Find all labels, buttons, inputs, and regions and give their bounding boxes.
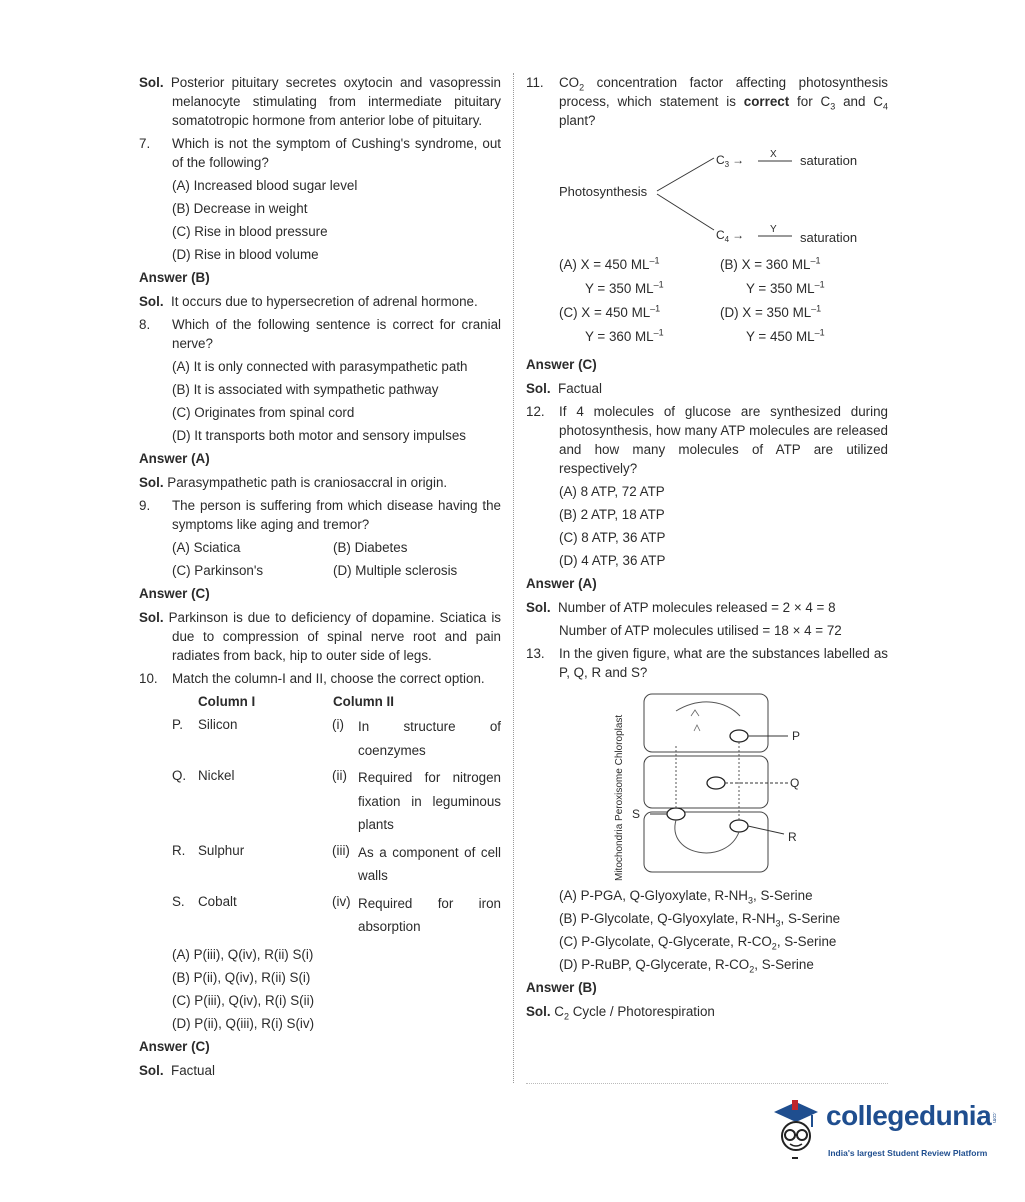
label-q: Q — [790, 776, 800, 790]
q12-solution: Sol. Number of ATP molecules released = 2 × 4 = 8 — [526, 600, 836, 615]
match-row-s: S. Cobalt (iv) Required for iron absorption — [172, 893, 501, 934]
q9-option-d: (D) Multiple sclerosis — [333, 563, 458, 578]
q8-option-b: (B) It is associated with sympathetic pathway — [172, 382, 439, 397]
q11-answer: Answer (C) — [526, 357, 597, 372]
mitochondria-box — [644, 812, 768, 872]
q13-option-a: (A) P-PGA, Q-Glyoxylate, $R-NH_3$, S-Serine — [559, 888, 813, 906]
q11-option-b-x: (B) X = 360 $ML^{-1}$ — [720, 255, 821, 272]
transporter-p — [730, 730, 748, 742]
logo-wordmark: collegedunia — [826, 1100, 992, 1131]
q12-answer: Answer (A) — [526, 576, 597, 591]
q8-option-c: (C) Originates from spinal cord — [172, 405, 355, 420]
transporter-s — [667, 808, 685, 820]
match-row-q: Q. Nickel (ii) Required for nitrogen fixation in leguminous plants — [172, 768, 501, 832]
q10-option-a: (A) P(iii), Q(iv), R(ii) S(i) — [172, 946, 314, 962]
q8-answer: Answer (A) — [139, 451, 210, 466]
diagram-c4-saturation: saturation — [800, 230, 858, 245]
q11-option-b-y: Y = 350 $ML^{-1}$ — [746, 279, 825, 296]
q12-option-b: (B) 2 ATP, 18 ATP — [559, 507, 665, 522]
q12-option-d: (D) 4 ATP, 36 ATP — [559, 553, 666, 568]
q11-option-a-x: (A) X = 450 $ML^{-1}$ — [559, 255, 660, 272]
q9-question: 9. The person is suffering from which disease having the symptoms like aging and tremor? — [139, 498, 501, 532]
match-row-p: P. Silicon (i) In structure of coenzymes — [172, 717, 501, 758]
transporter-q — [707, 777, 725, 789]
chloroplast-sketch — [691, 710, 700, 731]
q12-question: 12. If 4 molecules of glucose are synthesized during photosynthesis, how many ATP molecules are released and how many molecules of ATP are utilized respectively? — [526, 404, 888, 476]
q8-question: 8. Which of the following sentence is correct for cranial nerve? — [139, 317, 501, 351]
photosynthesis-diagram — [526, 134, 888, 249]
q7-option-a: (A) Increased blood sugar level — [172, 178, 358, 193]
transporter-r — [730, 820, 748, 832]
q7-option-c: (C) Rise in blood pressure — [172, 224, 328, 239]
q6-solution: Sol. Posterior pituitary secretes oxytocin and vasopressin melanocyte stimulating from intermediate pituitary somatotropic hormone from anterior lobe of pituitary. — [139, 75, 501, 128]
diagram-c3-label: $C_3$ → — [716, 153, 745, 169]
q10-answer: Answer (C) — [139, 1038, 210, 1054]
logo-tagline: India's largest Student Review Platform — [828, 1148, 988, 1158]
q11-option-d-y: Y = 450 $ML^{-1}$ — [746, 327, 825, 344]
chloroplast-box — [644, 694, 768, 752]
q12-option-c: (C) 8 ATP, 36 ATP — [559, 530, 666, 545]
left-column — [139, 73, 501, 1084]
organelle-vertical-label: Mitochondria Peroxisome Chloroplast — [614, 714, 625, 881]
q7-option-d: (D) Rise in blood volume — [172, 247, 319, 262]
q13-option-b: (B) P-Glycolate, Q-Glyoxylate, $R-NH_3$, S-Serine — [559, 911, 841, 929]
q9-answer: Answer (C) — [139, 586, 210, 601]
q9-option-a: (A) Sciatica — [172, 540, 241, 555]
q10-option-d: (D) P(ii), Q(iii), R(i) S(iv) — [172, 1015, 315, 1031]
match-row-r: R. Sulphur (iii) As a component of cell walls — [172, 842, 501, 883]
collegedunia-logo — [768, 1098, 997, 1168]
photorespiration-figure — [526, 686, 888, 886]
q10-option-c: (C) P(iii), Q(iv), R(i) S(ii) — [172, 992, 315, 1008]
q9-options-row-1 — [139, 538, 501, 557]
q9-option-c: (C) Parkinson's — [172, 563, 264, 578]
q11-option-a-y: Y = 350 $ML^{-1}$ — [585, 279, 664, 296]
mascot-icon — [768, 1098, 824, 1162]
q9-options-row-2 — [139, 561, 501, 580]
diagram-branch-upper — [657, 158, 714, 191]
right-column — [526, 73, 888, 1025]
q11-question: 11. $CO_2$ concentration factor affecting photosynthesis process, which statement is correct for $C_3$ and $C_4$ plant? — [526, 75, 888, 128]
q11-solution: Sol. Factual — [526, 381, 602, 396]
label-r: R — [788, 830, 797, 844]
q8-solution: Sol. Parasympathetic path is craniosaccral in origin. — [139, 475, 448, 490]
q9-option-b: (B) Diabetes — [333, 540, 408, 555]
q7-question: 7. Which is not the symptom of Cushing's syndrome, out of the following? — [139, 136, 501, 170]
q11-option-c-y: Y = 360 $ML^{-1}$ — [585, 327, 664, 344]
match-table — [139, 692, 501, 939]
q13-option-c: (C) P-Glycolate, Q-Glycerate, $R-CO_2$, S-Serine — [559, 934, 837, 952]
q11-option-c-x: (C) X = 450 $ML^{-1}$ — [559, 303, 661, 320]
calvin-arc — [676, 702, 740, 716]
column-divider — [513, 73, 514, 1083]
q7-solution: Sol. It occurs due to hypersecretion of adrenal hormone. — [139, 294, 478, 309]
peroxisome-box — [644, 756, 768, 808]
diagram-y-label: Y — [770, 224, 777, 235]
q7-answer: Answer (B) — [139, 270, 210, 285]
bottom-rule — [526, 1083, 888, 1084]
q13-question: 13. In the given figure, what are the substances labelled as P, Q, R and S? — [526, 646, 888, 680]
q9-solution: Sol. Parkinson is due to deficiency of dopamine. Sciatica is due to compression of spinal nerve root and pain radiates from back, hip to outer side of legs. — [139, 610, 501, 663]
diagram-c4-label: $C_4$ → — [716, 228, 745, 244]
leader-r — [748, 826, 784, 834]
diagram-branch-lower — [657, 194, 714, 230]
q10-option-b: (B) P(ii), Q(iv), R(ii) S(i) — [172, 969, 311, 985]
q10-question: 10. Match the column-I and II, choose the correct option. — [139, 671, 485, 686]
logo-dotcom: .com — [991, 1112, 997, 1123]
mitochondria-arc — [675, 820, 739, 853]
diagram-root-label: Photosynthesis — [559, 184, 648, 199]
q13-option-d: (D) P-RuBP, Q-Glycerate, $R-CO_2$, S-Serine — [559, 957, 814, 975]
q11-options — [526, 255, 888, 351]
q13-answer: Answer (B) — [526, 980, 597, 995]
diagram-x-label: X — [770, 149, 777, 160]
match-table-header: Column I Column II — [198, 694, 394, 709]
q8-option-a: (A) It is only connected with parasympathetic path — [172, 359, 468, 374]
q10-solution: Sol. Factual — [139, 1062, 215, 1078]
label-s: S — [632, 807, 641, 821]
q13-solution: Sol. $C_2$ Cycle / Photorespiration — [526, 1004, 715, 1022]
q7-option-b: (B) Decrease in weight — [172, 201, 308, 216]
label-p: P — [792, 729, 801, 743]
q12-option-a: (A) 8 ATP, 72 ATP — [559, 484, 665, 499]
q11-option-d-x: (D) X = 350 $ML^{-1}$ — [720, 303, 822, 320]
diagram-c3-saturation: saturation — [800, 153, 858, 168]
q12-solution-line-2: Number of ATP molecules utilised = 18 × 4 = 72 — [559, 623, 842, 638]
q8-option-d: (D) It transports both motor and sensory impulses — [172, 428, 466, 443]
